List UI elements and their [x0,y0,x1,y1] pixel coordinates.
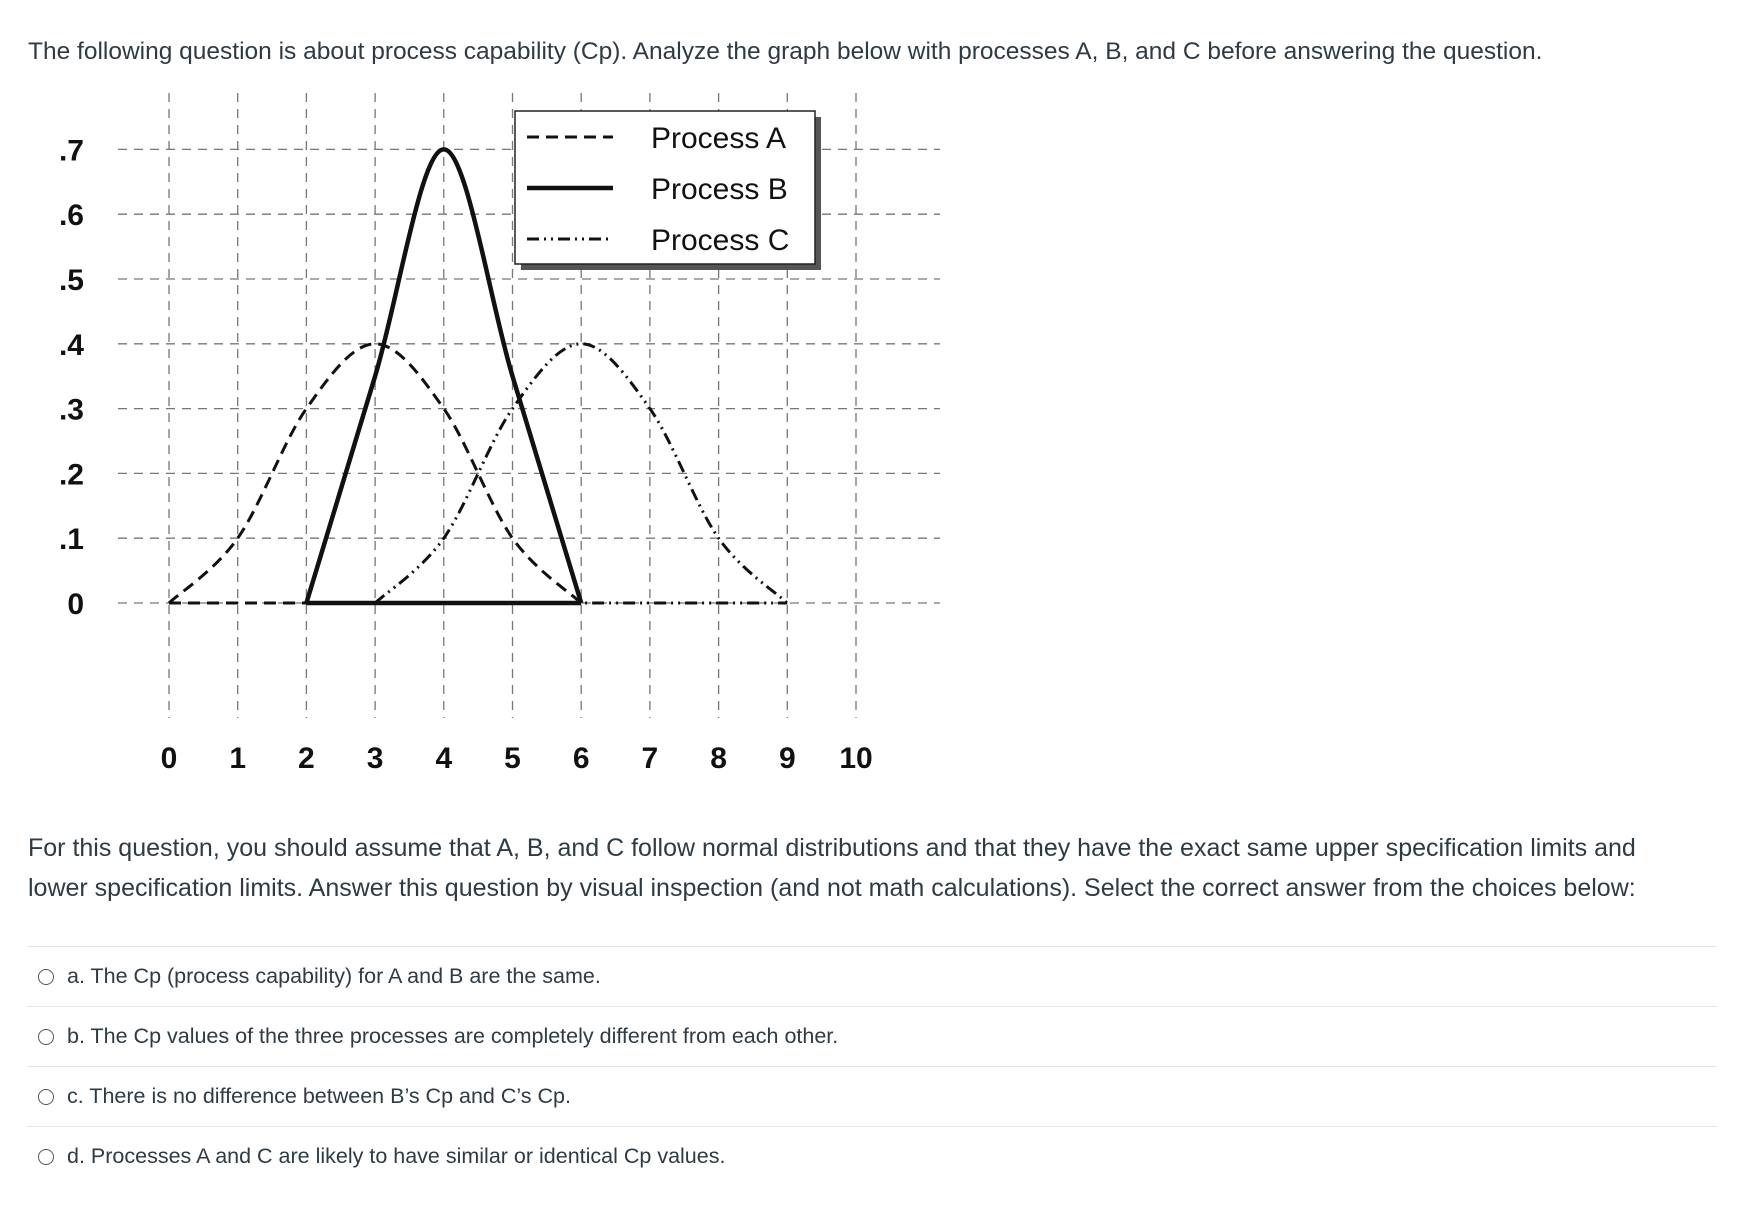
x-tick-label-10: 10 [839,742,873,775]
radio-button-a[interactable] [38,969,54,985]
x-tick-label-4: 4 [435,742,453,775]
radio-button-d[interactable] [38,1149,54,1165]
x-tick-label-8: 8 [710,742,727,775]
x-tick-label-1: 1 [229,742,247,775]
y-tick-label-7: .7 [58,134,84,168]
x-tick-label-5: 5 [504,742,521,775]
y-tick-label-5: .5 [58,264,84,297]
process-capability-chart [30,88,950,808]
x-tick-label-2: 2 [298,742,315,775]
legend-label-process-b: Process B [651,173,788,206]
y-tick-label-1: .1 [58,523,84,557]
answer-list [27,946,1717,1186]
answer-option-d[interactable] [27,1126,1717,1186]
question-prompt [28,828,1718,908]
x-tick-label-0: 0 [160,742,178,775]
x-tick-label-7: 7 [641,742,659,775]
y-tick-label-2: .2 [58,458,84,492]
chart-svg [30,88,950,808]
x-tick-label-9: 9 [778,742,796,775]
answer-label-d: d. Processes A and C are likely to have similar or identical Cp values. [67,1144,726,1168]
y-tick-label-6: .6 [58,199,84,233]
legend-label-process-c: Process C [651,224,790,257]
y-tick-label-3: .3 [58,393,84,427]
y-tick-label-0: 0 [67,588,84,621]
answer-option-a[interactable] [27,946,1717,1006]
prompt-line-1: For this question, you should assume that A, B, and C follow normal distributions and that they have the exact same upper specification limits and [28,834,1636,862]
legend-label-process-a: Process A [651,122,787,155]
prompt-line-2: lower specification limits. Answer this question by visual inspection (and not math calculations). Select the correct answer from the choices below: [28,874,1636,902]
question-intro: The following question is about process capability (Cp). Analyze the graph below with processes A, B, and C before answering the question. [28,38,1543,65]
y-tick-label-4: .4 [58,328,84,362]
radio-button-c[interactable] [38,1089,54,1105]
answer-option-b[interactable] [27,1006,1717,1066]
answer-label-a: a. The Cp (process capability) for A and B are the same. [67,964,601,988]
answer-label-b: b. The Cp values of the three processes are completely different from each other. [67,1024,839,1048]
x-tick-label-3: 3 [366,742,384,775]
x-tick-label-6: 6 [572,742,590,775]
answer-label-c: c. There is no difference between B’s Cp and C’s Cp. [67,1084,571,1108]
radio-button-b[interactable] [38,1029,54,1045]
answer-option-c[interactable] [27,1066,1717,1126]
